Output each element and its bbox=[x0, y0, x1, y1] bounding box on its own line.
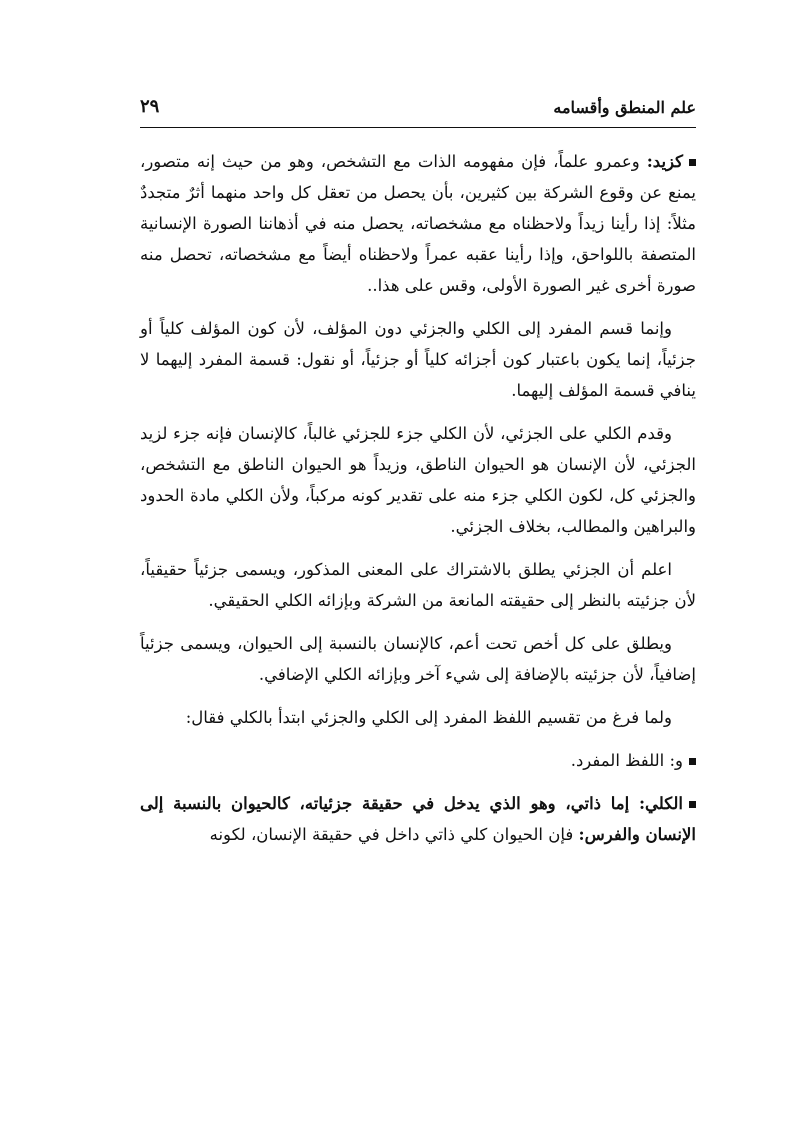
page-header bbox=[140, 96, 696, 124]
paragraph-3-text: وقدم الكلي على الجزئي، لأن الكلي جزء للجزئي غالباً، كالإنسان فإنه جزء لزيد الجزئي، لأن الإنسان هو الحيوان الناطق، وزيداً هو الحيوان الناطق مع التشخص، والجزئي كل، لكون الكلي جزء منه على تقدير كونه مركباً، ولأن الكلي مادة الحدود والبراهين والمطالب، بخلاف الجزئي. bbox=[140, 424, 696, 536]
term-zayd: كزيد: bbox=[646, 152, 683, 171]
paragraph-8-bold-text: الكلي: إما ذاتي، وهو الذي يدخل في حقيقة جزئياته، كالحيوان بالنسبة إلى الإنسان والفرس: bbox=[140, 794, 696, 844]
paragraph-1 bbox=[140, 146, 696, 301]
page-number: ٢٩ bbox=[140, 96, 160, 117]
running-title: علم المنطق وأقسامه bbox=[553, 98, 696, 117]
paragraph-4 bbox=[140, 554, 696, 616]
paragraph-1-text: وعمرو علماً، فإن مفهومه الذات مع التشخص، وهو من حيث إنه متصور، يمنع عن وقوع الشركة بين كثيرين، بأن يحصل من تعقل كل واحد منهما أثرٌ متجددٌ مثلاً: إذا رأينا زيداً ولاحظناه مع مشخصاته، يحصل منه في أذهاننا الصورة الإنسانية المتصفة باللواحق، وإذا رأينا عقبه عمراً ولاحظناه أيضاً مع مشخصاته، تحصل منه صورة أخرى غير الصورة الأولى، وقس على هذا.. bbox=[140, 152, 696, 295]
paragraph-4-text: اعلم أن الجزئي يطلق بالاشتراك على المعنى المذكور، ويسمى جزئياً حقيقياً، لأن جزئيته بالنظر إلى حقيقته المانعة من الشركة وبإزائه الكلي الحقيقي. bbox=[140, 560, 696, 610]
paragraph-6-text: ولما فرغ من تقسيم اللفظ المفرد إلى الكلي والجزئي ابتدأ بالكلي فقال: bbox=[185, 708, 672, 727]
paragraph-8-text: فإن الحيوان كلي ذاتي داخل في حقيقة الإنسان، لكونه bbox=[209, 825, 579, 844]
paragraph-2 bbox=[140, 313, 696, 406]
paragraph-6 bbox=[140, 702, 696, 733]
square-bullet-icon bbox=[689, 758, 696, 765]
paragraph-3 bbox=[140, 418, 696, 542]
paragraph-7-text: و: اللفظ المفرد. bbox=[570, 751, 683, 770]
body-text bbox=[140, 146, 696, 862]
paragraph-8 bbox=[140, 788, 696, 850]
header-rule bbox=[140, 127, 696, 128]
square-bullet-icon bbox=[689, 801, 696, 808]
square-bullet-icon bbox=[689, 159, 696, 166]
paragraph-5-text: ويطلق على كل أخص تحت أعم، كالإنسان بالنسبة إلى الحيوان، ويسمى جزئياً إضافياً، لأن جزئيته بالإضافة إلى شيء آخر وبإزائه الكلي الإضافي. bbox=[140, 634, 696, 684]
paragraph-7 bbox=[140, 745, 696, 776]
paragraph-2-text: وإنما قسم المفرد إلى الكلي والجزئي دون المؤلف، لأن كون المؤلف كلياً أو جزئياً، إنما يكون باعتبار كون أجزائه كلياً أو جزئياً، أو نقول: قسمة المفرد إليهما لا ينافي قسمة المؤلف إليهما. bbox=[140, 319, 696, 400]
paragraph-5 bbox=[140, 628, 696, 690]
